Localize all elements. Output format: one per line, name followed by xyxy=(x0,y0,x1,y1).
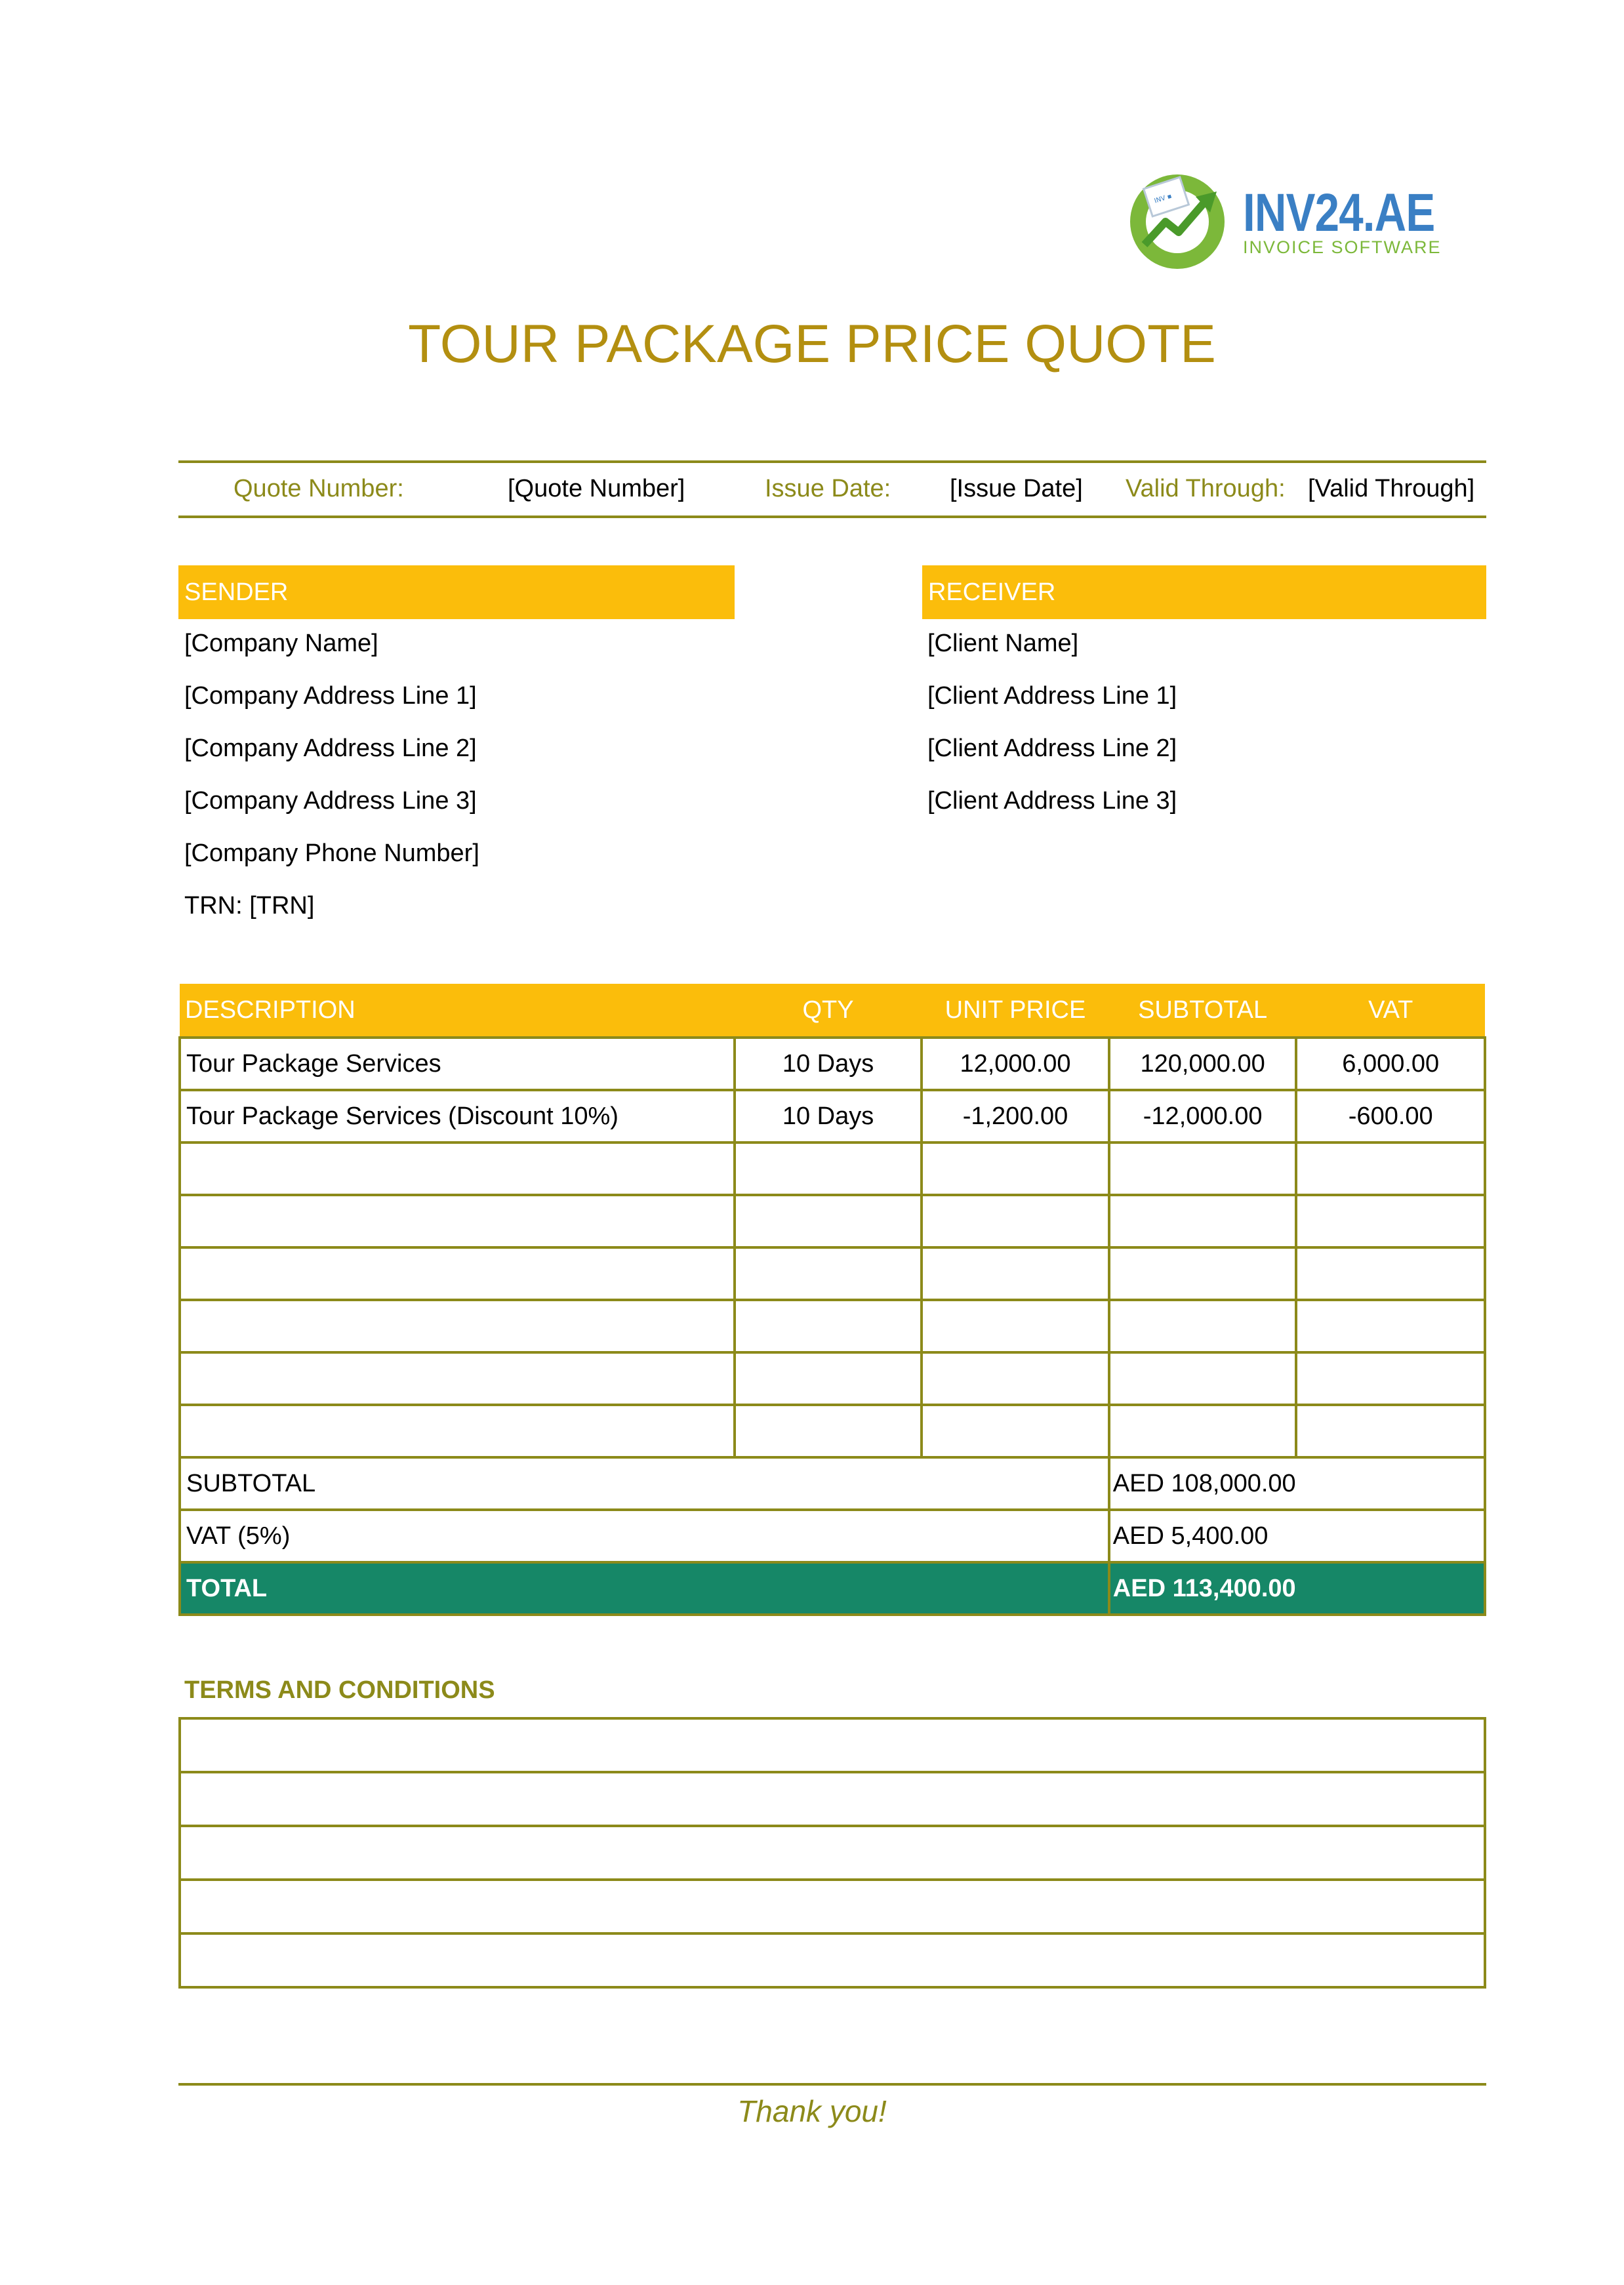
item-unit-price: -1,200.00 xyxy=(922,1090,1109,1142)
thank-you-note: Thank you! xyxy=(737,2094,887,2128)
logo-tagline: INVOICE SOFTWARE xyxy=(1243,237,1442,257)
receiver-address-line-2: [Client Address Line 2] xyxy=(927,735,1177,762)
header-vat: VAT xyxy=(1296,984,1485,1038)
svg-text:INV ▪: INV ▪ xyxy=(1153,192,1173,205)
terms-line xyxy=(180,1772,1485,1826)
terms-line xyxy=(180,1718,1485,1772)
valid-through-value: [Valid Through] xyxy=(1308,475,1475,502)
empty-table-row xyxy=(180,1300,1485,1352)
header-description: DESCRIPTION xyxy=(180,984,735,1038)
empty-table-row xyxy=(180,1405,1485,1457)
sender-address-line-2: [Company Address Line 2] xyxy=(184,735,477,762)
issue-date-value: [Issue Date] xyxy=(950,475,1083,502)
vat-row xyxy=(180,1510,1485,1562)
item-subtotal: 120,000.00 xyxy=(1109,1038,1297,1090)
quote-number-label: Quote Number: xyxy=(233,475,404,502)
item-vat: -600.00 xyxy=(1296,1090,1485,1142)
total-amount: AED 113,400.00 xyxy=(1109,1562,1485,1615)
logo-name: INV24.AE xyxy=(1243,183,1435,243)
table-header-row xyxy=(180,984,1485,1038)
sender-address-line-3: [Company Address Line 3] xyxy=(184,787,477,815)
sender-heading: SENDER xyxy=(178,565,735,619)
issue-date-label: Issue Date: xyxy=(765,475,891,502)
item-qty: 10 Days xyxy=(735,1090,922,1142)
vat-amount: AED 5,400.00 xyxy=(1109,1510,1485,1562)
total-row xyxy=(180,1562,1485,1615)
empty-table-row xyxy=(180,1247,1485,1300)
sender-phone: [Company Phone Number] xyxy=(184,839,479,867)
table-row xyxy=(180,1090,1485,1142)
line-items-table xyxy=(178,984,1486,1616)
footer-divider xyxy=(178,2083,1486,2086)
quote-meta-row xyxy=(178,460,1486,518)
receiver-address-line-3: [Client Address Line 3] xyxy=(927,787,1177,815)
company-logo xyxy=(1125,169,1453,274)
sender-trn: TRN: [TRN] xyxy=(184,892,315,920)
header-subtotal: SUBTOTAL xyxy=(1109,984,1297,1038)
item-vat: 6,000.00 xyxy=(1296,1038,1485,1090)
terms-line xyxy=(180,1880,1485,1933)
terms-box xyxy=(178,1717,1486,1989)
receiver-address-line-1: [Client Address Line 1] xyxy=(927,682,1177,710)
table-row xyxy=(180,1038,1485,1090)
subtotal-amount: AED 108,000.00 xyxy=(1109,1457,1485,1510)
item-unit-price: 12,000.00 xyxy=(922,1038,1109,1090)
quote-number-value: [Quote Number] xyxy=(508,475,685,502)
subtotal-label: SUBTOTAL xyxy=(180,1457,1109,1510)
header-unit-price: UNIT PRICE xyxy=(922,984,1109,1038)
item-description: Tour Package Services (Discount 10%) xyxy=(180,1090,735,1142)
logo-chart-icon xyxy=(1125,169,1233,274)
terms-line xyxy=(180,1826,1485,1880)
empty-table-row xyxy=(180,1142,1485,1195)
valid-through-label: Valid Through: xyxy=(1126,475,1286,502)
vat-label: VAT (5%) xyxy=(180,1510,1109,1562)
document-title: TOUR PACKAGE PRICE QUOTE xyxy=(408,314,1216,374)
sender-address-line-1: [Company Address Line 1] xyxy=(184,682,477,710)
sender-company-name: [Company Name] xyxy=(184,630,378,657)
empty-table-row xyxy=(180,1195,1485,1247)
header-qty: QTY xyxy=(735,984,922,1038)
receiver-client-name: [Client Name] xyxy=(927,630,1079,657)
item-description: Tour Package Services xyxy=(180,1038,735,1090)
item-subtotal: -12,000.00 xyxy=(1109,1090,1297,1142)
item-qty: 10 Days xyxy=(735,1038,922,1090)
terms-heading: TERMS AND CONDITIONS xyxy=(184,1676,495,1704)
terms-line xyxy=(180,1933,1485,1987)
subtotal-row xyxy=(180,1457,1485,1510)
total-label: TOTAL xyxy=(180,1562,1109,1615)
empty-table-row xyxy=(180,1352,1485,1405)
receiver-heading: RECEIVER xyxy=(922,565,1486,619)
